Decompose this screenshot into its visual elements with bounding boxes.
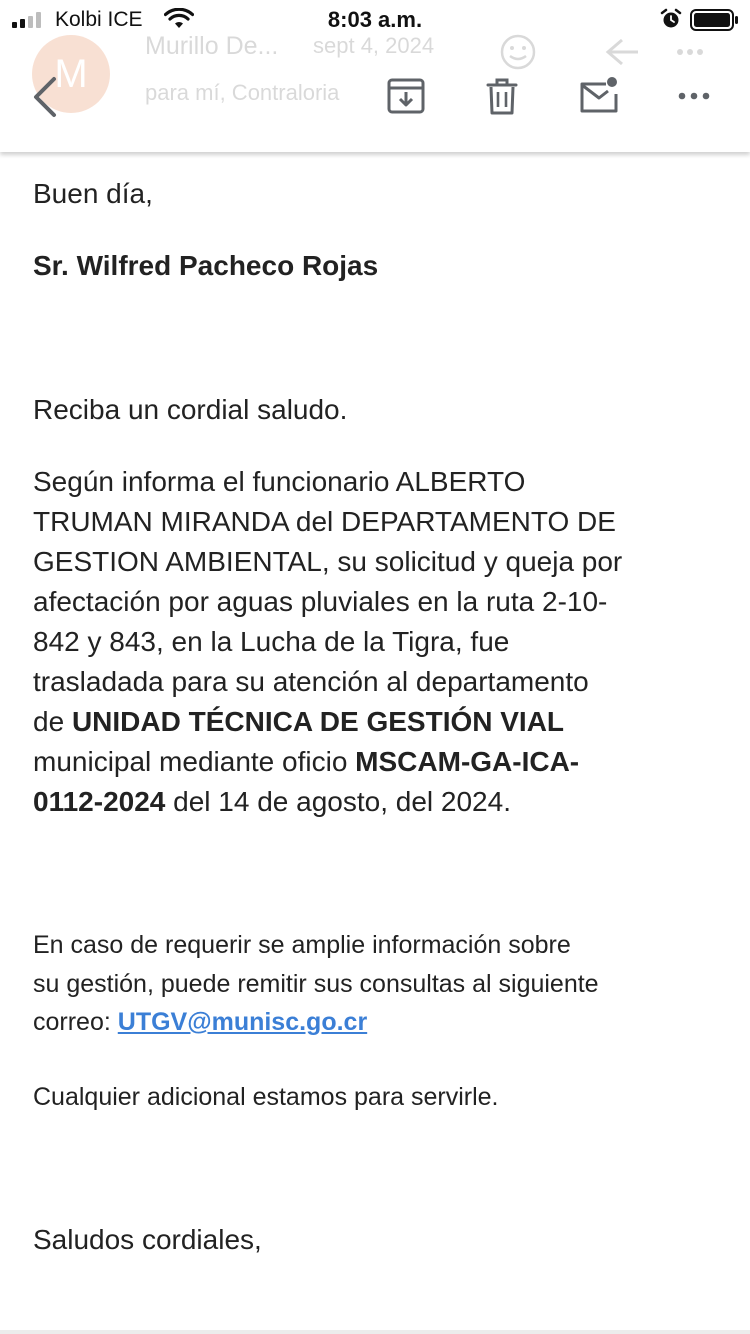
office-reference: MSCAM-GA-ICA- xyxy=(355,746,580,777)
body-paragraph xyxy=(33,462,733,822)
mail-unread-icon[interactable] xyxy=(578,76,618,116)
sender-name: Murillo De... xyxy=(145,32,279,60)
paragraph-line: Según informa el funcionario ALBERTO xyxy=(33,466,526,497)
more-horizontal-icon[interactable] xyxy=(674,76,714,116)
paragraph-line xyxy=(33,1003,733,1042)
office-reference-cont: 0112-2024 xyxy=(33,786,166,817)
status-time: 8:03 a.m. xyxy=(327,7,423,32)
battery-icon xyxy=(690,8,740,32)
trash-icon[interactable] xyxy=(482,76,522,116)
paragraph-line xyxy=(33,702,733,742)
alarm-icon xyxy=(660,8,682,30)
paragraph-line: En caso de requerir se amplie información sobre xyxy=(33,931,571,959)
status-bar xyxy=(0,0,750,40)
paragraph-line: 842 y 843, en la Lucha de la Tigra, fue xyxy=(33,626,510,657)
text-fragment: de xyxy=(33,706,72,737)
sender-avatar: M xyxy=(32,35,110,113)
email-body xyxy=(0,152,750,1334)
bottom-divider xyxy=(0,1330,750,1334)
paragraph-line xyxy=(33,742,733,782)
archive-icon[interactable] xyxy=(386,76,426,116)
paragraph-line xyxy=(33,782,733,822)
paragraph-line: afectación por aguas pluviales en la ruta 2-10- xyxy=(33,586,608,617)
paragraph-line: TRUMAN MIRANDA del DEPARTAMENTO DE xyxy=(33,506,616,537)
paragraph-line: trasladada para su atención al departamento xyxy=(33,666,589,697)
text-fragment: del 14 de agosto, del 2024. xyxy=(165,786,511,817)
email-date: sept 4, 2024 xyxy=(313,33,435,58)
paragraph-line: su gestión, puede remitir sus consultas al siguiente xyxy=(33,969,599,998)
greeting: Buen día, xyxy=(33,178,153,209)
contact-paragraph xyxy=(33,926,733,1042)
text-fragment: municipal mediante oficio xyxy=(33,746,356,777)
addressee: Sr. Wilfred Pacheco Rojas xyxy=(33,250,379,281)
salutation: Reciba un cordial saludo. xyxy=(33,394,348,425)
email-link[interactable]: UTGV@munisc.go.cr xyxy=(117,1008,368,1036)
department-name: UNIDAD TÉCNICA DE GESTIÓN VIAL xyxy=(71,706,565,737)
chevron-left-icon[interactable] xyxy=(28,75,62,119)
paragraph-line: GESTION AMBIENTAL, su solicitud y queja por xyxy=(33,546,623,577)
recipients-line: para mí, Contraloria xyxy=(145,80,340,105)
closing-note: Cualquier adicional estamos para servirle. xyxy=(33,1083,499,1111)
carrier-name: Kolbi ICE xyxy=(55,8,143,31)
text-fragment: correo: xyxy=(33,1008,118,1036)
signoff: Saludos cordiales, xyxy=(33,1224,262,1255)
